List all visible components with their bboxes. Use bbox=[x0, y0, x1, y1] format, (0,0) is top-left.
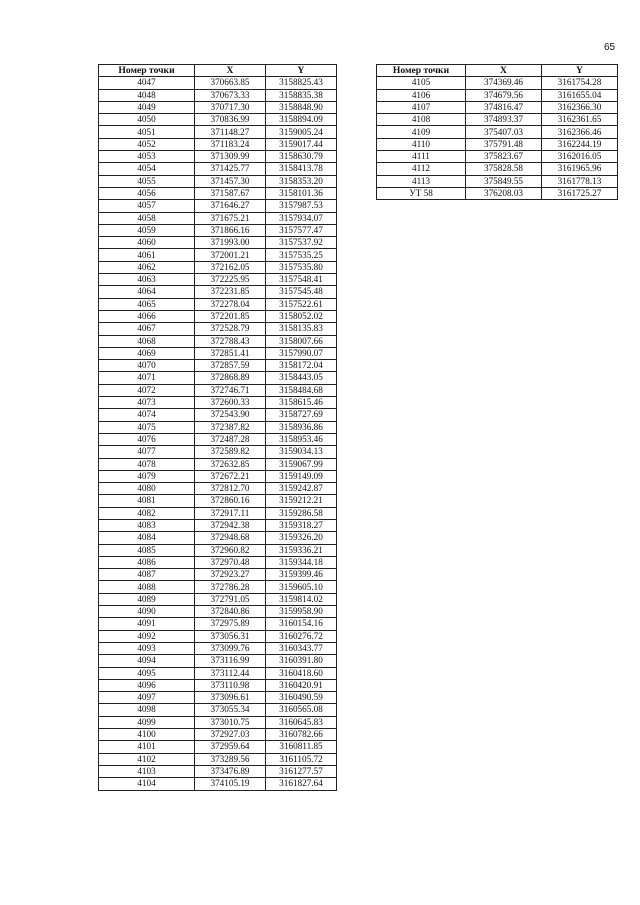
x-coordinate-cell: 372923.27 bbox=[195, 569, 266, 581]
x-coordinate-cell: 372788.43 bbox=[195, 335, 266, 347]
y-coordinate-cell: 3159067.99 bbox=[266, 458, 337, 470]
x-coordinate-cell: 372001.21 bbox=[195, 249, 266, 261]
point-number-cell: 4106 bbox=[377, 89, 466, 101]
point-number-cell: 4073 bbox=[99, 397, 195, 409]
x-coordinate-cell: 375828.58 bbox=[466, 163, 542, 175]
y-coordinate-cell: 3158443.05 bbox=[266, 372, 337, 384]
point-number-cell: 4074 bbox=[99, 409, 195, 421]
y-coordinate-cell: 3157987.53 bbox=[266, 200, 337, 212]
x-coordinate-cell: 372528.79 bbox=[195, 323, 266, 335]
point-number-cell: 4071 bbox=[99, 372, 195, 384]
x-coordinate-cell: 372672.21 bbox=[195, 470, 266, 482]
table-row bbox=[99, 556, 337, 568]
y-coordinate-cell: 3157990.07 bbox=[266, 347, 337, 359]
x-coordinate-cell: 372632.85 bbox=[195, 458, 266, 470]
table-row bbox=[99, 716, 337, 728]
y-coordinate-cell: 3158052.02 bbox=[266, 310, 337, 322]
y-coordinate-cell: 3159605.10 bbox=[266, 581, 337, 593]
x-coordinate-cell: 371587.67 bbox=[195, 187, 266, 199]
x-coordinate-cell: 372970.48 bbox=[195, 556, 266, 568]
point-number-cell: 4081 bbox=[99, 495, 195, 507]
point-number-cell: 4072 bbox=[99, 384, 195, 396]
x-coordinate-cell: 373112.44 bbox=[195, 667, 266, 679]
y-coordinate-cell: 3158172.04 bbox=[266, 360, 337, 372]
y-coordinate-cell: 3161277.57 bbox=[266, 765, 337, 777]
y-coordinate-cell: 3160782.66 bbox=[266, 729, 337, 741]
point-number-cell: 4070 bbox=[99, 360, 195, 372]
x-coordinate-cell: 373056.31 bbox=[195, 630, 266, 642]
point-number-cell: 4063 bbox=[99, 274, 195, 286]
point-number-cell: 4077 bbox=[99, 446, 195, 458]
x-coordinate-cell: 371993.00 bbox=[195, 237, 266, 249]
x-coordinate-cell: 372786.28 bbox=[195, 581, 266, 593]
y-coordinate-cell: 3158615.46 bbox=[266, 397, 337, 409]
x-coordinate-cell: 373010.75 bbox=[195, 716, 266, 728]
y-coordinate-cell: 3161655.04 bbox=[542, 89, 618, 101]
table-row bbox=[99, 298, 337, 310]
point-number-cell: 4109 bbox=[377, 126, 466, 138]
table-row bbox=[99, 310, 337, 322]
point-number-cell: 4098 bbox=[99, 704, 195, 716]
point-number-cell: 4111 bbox=[377, 151, 466, 163]
y-coordinate-cell: 3160343.77 bbox=[266, 642, 337, 654]
point-number-cell: 4105 bbox=[377, 77, 466, 89]
x-coordinate-cell: 374816.47 bbox=[466, 101, 542, 113]
point-number-cell: 4112 bbox=[377, 163, 466, 175]
table-row bbox=[99, 741, 337, 753]
x-coordinate-cell: 371309.99 bbox=[195, 151, 266, 163]
point-number-cell: 4058 bbox=[99, 212, 195, 224]
table-row bbox=[99, 114, 337, 126]
table-row bbox=[99, 237, 337, 249]
y-coordinate-cell: 3160391.80 bbox=[266, 655, 337, 667]
table-row bbox=[99, 519, 337, 531]
x-coordinate-cell: 373055.34 bbox=[195, 704, 266, 716]
header-x: X bbox=[466, 65, 542, 77]
x-coordinate-cell: 373096.61 bbox=[195, 692, 266, 704]
x-coordinate-cell: 372746.71 bbox=[195, 384, 266, 396]
table-row bbox=[99, 274, 337, 286]
table-row bbox=[377, 138, 618, 150]
x-coordinate-cell: 372868.89 bbox=[195, 372, 266, 384]
x-coordinate-cell: 372487.28 bbox=[195, 433, 266, 445]
table-row bbox=[377, 187, 618, 199]
y-coordinate-cell: 3161725.27 bbox=[542, 187, 618, 199]
table-row bbox=[99, 458, 337, 470]
point-number-cell: 4087 bbox=[99, 569, 195, 581]
point-number-cell: 4108 bbox=[377, 114, 466, 126]
table-row bbox=[99, 286, 337, 298]
x-coordinate-cell: 372589.82 bbox=[195, 446, 266, 458]
table-row bbox=[99, 261, 337, 273]
table-row bbox=[99, 77, 337, 89]
y-coordinate-cell: 3159326.20 bbox=[266, 532, 337, 544]
table-body-left bbox=[99, 77, 337, 790]
point-number-cell: 4056 bbox=[99, 187, 195, 199]
y-coordinate-cell: 3157548.41 bbox=[266, 274, 337, 286]
table-header-row bbox=[99, 65, 337, 77]
point-number-cell: 4076 bbox=[99, 433, 195, 445]
point-number-cell: 4050 bbox=[99, 114, 195, 126]
point-number-cell: 4091 bbox=[99, 618, 195, 630]
table-row bbox=[99, 372, 337, 384]
point-number-cell: 4104 bbox=[99, 778, 195, 790]
x-coordinate-cell: 372600.33 bbox=[195, 397, 266, 409]
table-row bbox=[99, 655, 337, 667]
page-number: 65 bbox=[604, 42, 616, 53]
x-coordinate-cell: 372917.11 bbox=[195, 507, 266, 519]
table-row bbox=[99, 532, 337, 544]
x-coordinate-cell: 373116.99 bbox=[195, 655, 266, 667]
y-coordinate-cell: 3157522.61 bbox=[266, 298, 337, 310]
table-row bbox=[99, 433, 337, 445]
x-coordinate-cell: 372791.05 bbox=[195, 593, 266, 605]
y-coordinate-cell: 3162016.05 bbox=[542, 151, 618, 163]
table-row bbox=[99, 729, 337, 741]
x-coordinate-cell: 372162.05 bbox=[195, 261, 266, 273]
point-number-cell: 4059 bbox=[99, 224, 195, 236]
point-number-cell: 4089 bbox=[99, 593, 195, 605]
x-coordinate-cell: 372201.85 bbox=[195, 310, 266, 322]
y-coordinate-cell: 3158727.69 bbox=[266, 409, 337, 421]
x-coordinate-cell: 373110.98 bbox=[195, 679, 266, 691]
table-row bbox=[99, 630, 337, 642]
y-coordinate-cell: 3157577.47 bbox=[266, 224, 337, 236]
y-coordinate-cell: 3159017.44 bbox=[266, 138, 337, 150]
x-coordinate-cell: 372942.38 bbox=[195, 519, 266, 531]
x-coordinate-cell: 371646.27 bbox=[195, 200, 266, 212]
table-row bbox=[99, 470, 337, 482]
table-body-right bbox=[377, 77, 618, 200]
table-row bbox=[99, 409, 337, 421]
point-number-cell: 4079 bbox=[99, 470, 195, 482]
x-coordinate-cell: 372927.03 bbox=[195, 729, 266, 741]
point-number-cell: 4096 bbox=[99, 679, 195, 691]
x-coordinate-cell: 372948.68 bbox=[195, 532, 266, 544]
point-number-cell: 4051 bbox=[99, 126, 195, 138]
y-coordinate-cell: 3158936.86 bbox=[266, 421, 337, 433]
table-row bbox=[99, 704, 337, 716]
point-number-cell: 4048 bbox=[99, 89, 195, 101]
table-row bbox=[99, 151, 337, 163]
point-number-cell: 4083 bbox=[99, 519, 195, 531]
x-coordinate-cell: 373289.56 bbox=[195, 753, 266, 765]
point-number-cell: 4078 bbox=[99, 458, 195, 470]
point-number-cell: УТ 58 bbox=[377, 187, 466, 199]
coordinates-table-right bbox=[376, 64, 618, 200]
y-coordinate-cell: 3158953.46 bbox=[266, 433, 337, 445]
x-coordinate-cell: 373476.89 bbox=[195, 765, 266, 777]
y-coordinate-cell: 3159286.58 bbox=[266, 507, 337, 519]
y-coordinate-cell: 3160490.59 bbox=[266, 692, 337, 704]
x-coordinate-cell: 371675.21 bbox=[195, 212, 266, 224]
x-coordinate-cell: 370663.85 bbox=[195, 77, 266, 89]
table-row bbox=[99, 692, 337, 704]
x-coordinate-cell: 372812.70 bbox=[195, 483, 266, 495]
y-coordinate-cell: 3160154.16 bbox=[266, 618, 337, 630]
y-coordinate-cell: 3158825.43 bbox=[266, 77, 337, 89]
y-coordinate-cell: 3161105.72 bbox=[266, 753, 337, 765]
point-number-cell: 4084 bbox=[99, 532, 195, 544]
x-coordinate-cell: 372860.16 bbox=[195, 495, 266, 507]
y-coordinate-cell: 3161827.64 bbox=[266, 778, 337, 790]
y-coordinate-cell: 3157545.48 bbox=[266, 286, 337, 298]
x-coordinate-cell: 375791.48 bbox=[466, 138, 542, 150]
y-coordinate-cell: 3159344.18 bbox=[266, 556, 337, 568]
x-coordinate-cell: 372959.64 bbox=[195, 741, 266, 753]
y-coordinate-cell: 3158835.38 bbox=[266, 89, 337, 101]
x-coordinate-cell: 372851.41 bbox=[195, 347, 266, 359]
table-row bbox=[99, 569, 337, 581]
y-coordinate-cell: 3160565.08 bbox=[266, 704, 337, 716]
point-number-cell: 4075 bbox=[99, 421, 195, 433]
point-number-cell: 4049 bbox=[99, 101, 195, 113]
y-coordinate-cell: 3162361.65 bbox=[542, 114, 618, 126]
y-coordinate-cell: 3159399.46 bbox=[266, 569, 337, 581]
y-coordinate-cell: 3160420.91 bbox=[266, 679, 337, 691]
x-coordinate-cell: 376208.03 bbox=[466, 187, 542, 199]
y-coordinate-cell: 3158413.78 bbox=[266, 163, 337, 175]
table-row bbox=[99, 249, 337, 261]
table-row bbox=[377, 126, 618, 138]
point-number-cell: 4101 bbox=[99, 741, 195, 753]
x-coordinate-cell: 372278.04 bbox=[195, 298, 266, 310]
y-coordinate-cell: 3159336.21 bbox=[266, 544, 337, 556]
point-number-cell: 4047 bbox=[99, 77, 195, 89]
table-row bbox=[99, 212, 337, 224]
table-row bbox=[99, 101, 337, 113]
x-coordinate-cell: 371148.27 bbox=[195, 126, 266, 138]
y-coordinate-cell: 3159318.27 bbox=[266, 519, 337, 531]
table-row bbox=[99, 224, 337, 236]
y-coordinate-cell: 3157537.92 bbox=[266, 237, 337, 249]
point-number-cell: 4088 bbox=[99, 581, 195, 593]
table-row bbox=[99, 323, 337, 335]
table-row bbox=[99, 175, 337, 187]
point-number-cell: 4102 bbox=[99, 753, 195, 765]
table-row bbox=[99, 667, 337, 679]
table-row bbox=[99, 593, 337, 605]
table-row bbox=[377, 77, 618, 89]
table-row bbox=[99, 138, 337, 150]
point-number-cell: 4093 bbox=[99, 642, 195, 654]
point-number-cell: 4060 bbox=[99, 237, 195, 249]
x-coordinate-cell: 374105.19 bbox=[195, 778, 266, 790]
point-number-cell: 4054 bbox=[99, 163, 195, 175]
y-coordinate-cell: 3158484.68 bbox=[266, 384, 337, 396]
table-row bbox=[99, 495, 337, 507]
x-coordinate-cell: 375407.03 bbox=[466, 126, 542, 138]
x-coordinate-cell: 370717.30 bbox=[195, 101, 266, 113]
table-row bbox=[377, 114, 618, 126]
table-row bbox=[377, 89, 618, 101]
header-point-number: Номер точки bbox=[99, 65, 195, 77]
point-number-cell: 4082 bbox=[99, 507, 195, 519]
point-number-cell: 4100 bbox=[99, 729, 195, 741]
x-coordinate-cell: 371183.24 bbox=[195, 138, 266, 150]
y-coordinate-cell: 3158135.83 bbox=[266, 323, 337, 335]
point-number-cell: 4053 bbox=[99, 151, 195, 163]
table-row bbox=[99, 483, 337, 495]
y-coordinate-cell: 3158101.36 bbox=[266, 187, 337, 199]
point-number-cell: 4094 bbox=[99, 655, 195, 667]
table-row bbox=[99, 618, 337, 630]
table-row bbox=[99, 347, 337, 359]
point-number-cell: 4068 bbox=[99, 335, 195, 347]
y-coordinate-cell: 3159005.24 bbox=[266, 126, 337, 138]
table-row bbox=[377, 151, 618, 163]
y-coordinate-cell: 3157535.25 bbox=[266, 249, 337, 261]
table-row bbox=[99, 544, 337, 556]
point-number-cell: 4103 bbox=[99, 765, 195, 777]
y-coordinate-cell: 3158848.90 bbox=[266, 101, 337, 113]
x-coordinate-cell: 373099.76 bbox=[195, 642, 266, 654]
y-coordinate-cell: 3158353.20 bbox=[266, 175, 337, 187]
header-point-number: Номер точки bbox=[377, 65, 466, 77]
point-number-cell: 4113 bbox=[377, 175, 466, 187]
x-coordinate-cell: 372975.89 bbox=[195, 618, 266, 630]
table-row bbox=[99, 187, 337, 199]
point-number-cell: 4062 bbox=[99, 261, 195, 273]
y-coordinate-cell: 3160811.85 bbox=[266, 741, 337, 753]
y-coordinate-cell: 3159958.90 bbox=[266, 606, 337, 618]
x-coordinate-cell: 375849.55 bbox=[466, 175, 542, 187]
header-x: X bbox=[195, 65, 266, 77]
table-row bbox=[99, 765, 337, 777]
y-coordinate-cell: 3160645.83 bbox=[266, 716, 337, 728]
point-number-cell: 4064 bbox=[99, 286, 195, 298]
point-number-cell: 4069 bbox=[99, 347, 195, 359]
point-number-cell: 4067 bbox=[99, 323, 195, 335]
point-number-cell: 4110 bbox=[377, 138, 466, 150]
y-coordinate-cell: 3162366.46 bbox=[542, 126, 618, 138]
table-row bbox=[99, 778, 337, 790]
point-number-cell: 4099 bbox=[99, 716, 195, 728]
y-coordinate-cell: 3159034.13 bbox=[266, 446, 337, 458]
point-number-cell: 4065 bbox=[99, 298, 195, 310]
point-number-cell: 4095 bbox=[99, 667, 195, 679]
table-row bbox=[99, 753, 337, 765]
table-row bbox=[99, 126, 337, 138]
x-coordinate-cell: 370836.99 bbox=[195, 114, 266, 126]
x-coordinate-cell: 371866.16 bbox=[195, 224, 266, 236]
x-coordinate-cell: 375823.67 bbox=[466, 151, 542, 163]
y-coordinate-cell: 3159212.21 bbox=[266, 495, 337, 507]
table-row bbox=[99, 507, 337, 519]
x-coordinate-cell: 372543.90 bbox=[195, 409, 266, 421]
table-row bbox=[99, 89, 337, 101]
table-row bbox=[99, 200, 337, 212]
y-coordinate-cell: 3161754.28 bbox=[542, 77, 618, 89]
y-coordinate-cell: 3159242.87 bbox=[266, 483, 337, 495]
x-coordinate-cell: 374679.56 bbox=[466, 89, 542, 101]
coordinates-table-left bbox=[98, 64, 337, 791]
table-row bbox=[99, 335, 337, 347]
y-coordinate-cell: 3157535.80 bbox=[266, 261, 337, 273]
x-coordinate-cell: 374893.37 bbox=[466, 114, 542, 126]
point-number-cell: 4055 bbox=[99, 175, 195, 187]
table-row bbox=[377, 163, 618, 175]
table-row bbox=[99, 421, 337, 433]
table-row bbox=[99, 642, 337, 654]
y-coordinate-cell: 3162244.19 bbox=[542, 138, 618, 150]
point-number-cell: 4057 bbox=[99, 200, 195, 212]
point-number-cell: 4086 bbox=[99, 556, 195, 568]
y-coordinate-cell: 3162366.30 bbox=[542, 101, 618, 113]
y-coordinate-cell: 3161778.13 bbox=[542, 175, 618, 187]
x-coordinate-cell: 374369.46 bbox=[466, 77, 542, 89]
x-coordinate-cell: 371457.30 bbox=[195, 175, 266, 187]
table-row bbox=[99, 384, 337, 396]
y-coordinate-cell: 3159149.09 bbox=[266, 470, 337, 482]
x-coordinate-cell: 372840.86 bbox=[195, 606, 266, 618]
x-coordinate-cell: 372857.59 bbox=[195, 360, 266, 372]
y-coordinate-cell: 3157934.07 bbox=[266, 212, 337, 224]
point-number-cell: 4080 bbox=[99, 483, 195, 495]
table-row bbox=[99, 679, 337, 691]
point-number-cell: 4061 bbox=[99, 249, 195, 261]
table-row bbox=[99, 397, 337, 409]
header-y: Y bbox=[542, 65, 618, 77]
point-number-cell: 4090 bbox=[99, 606, 195, 618]
table-row bbox=[99, 360, 337, 372]
y-coordinate-cell: 3158007.66 bbox=[266, 335, 337, 347]
table-header-row bbox=[377, 65, 618, 77]
y-coordinate-cell: 3158894.09 bbox=[266, 114, 337, 126]
point-number-cell: 4085 bbox=[99, 544, 195, 556]
table-row bbox=[377, 101, 618, 113]
y-coordinate-cell: 3159814.02 bbox=[266, 593, 337, 605]
table-row bbox=[377, 175, 618, 187]
point-number-cell: 4066 bbox=[99, 310, 195, 322]
point-number-cell: 4097 bbox=[99, 692, 195, 704]
point-number-cell: 4092 bbox=[99, 630, 195, 642]
x-coordinate-cell: 370673.33 bbox=[195, 89, 266, 101]
table-row bbox=[99, 606, 337, 618]
y-coordinate-cell: 3160418.60 bbox=[266, 667, 337, 679]
x-coordinate-cell: 372387.82 bbox=[195, 421, 266, 433]
table-row bbox=[99, 446, 337, 458]
y-coordinate-cell: 3161965.96 bbox=[542, 163, 618, 175]
x-coordinate-cell: 372960.82 bbox=[195, 544, 266, 556]
point-number-cell: 4107 bbox=[377, 101, 466, 113]
table-row bbox=[99, 163, 337, 175]
point-number-cell: 4052 bbox=[99, 138, 195, 150]
x-coordinate-cell: 371425.77 bbox=[195, 163, 266, 175]
table-row bbox=[99, 581, 337, 593]
header-y: Y bbox=[266, 65, 337, 77]
y-coordinate-cell: 3160276.72 bbox=[266, 630, 337, 642]
x-coordinate-cell: 372231.85 bbox=[195, 286, 266, 298]
x-coordinate-cell: 372225.95 bbox=[195, 274, 266, 286]
y-coordinate-cell: 3158630.79 bbox=[266, 151, 337, 163]
